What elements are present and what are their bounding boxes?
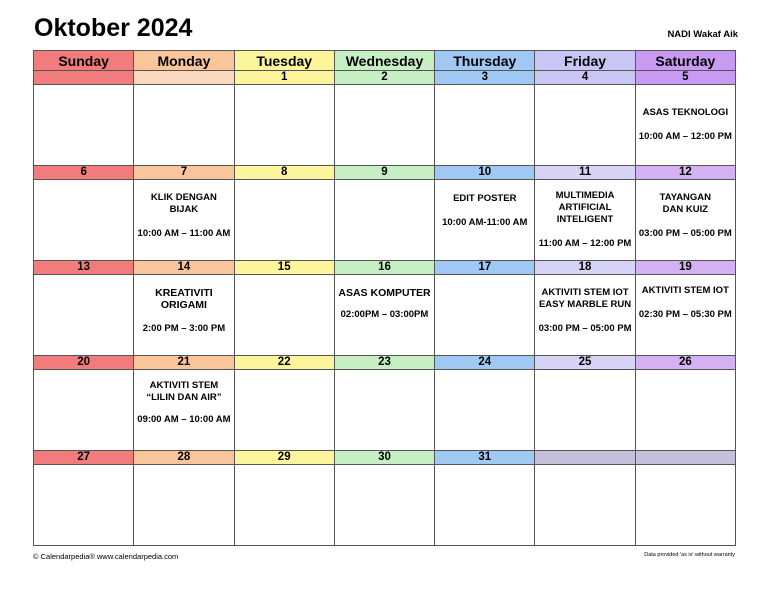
date-cell: 25 — [535, 356, 635, 370]
event-time: 2:00 PM – 3:00 PM — [142, 323, 226, 334]
day-cell[interactable] — [535, 465, 635, 546]
day-cell-oct12[interactable] — [635, 180, 735, 261]
footer-credit: © Calendarpedia® www.calendarpedia.com — [33, 552, 179, 561]
date-cell: 3 — [435, 71, 535, 85]
day-cell-oct21[interactable] — [134, 370, 234, 451]
weekday-monday: Monday — [134, 51, 234, 71]
week-4-events — [34, 370, 736, 451]
date-cell: 4 — [535, 71, 635, 85]
day-cell-oct14[interactable] — [134, 275, 234, 356]
date-cell: 31 — [435, 451, 535, 465]
week-5-events — [34, 465, 736, 546]
week-3-events — [34, 275, 736, 356]
date-cell: 1 — [234, 71, 334, 85]
day-cell-oct16[interactable] — [334, 275, 434, 356]
date-cell: 18 — [535, 261, 635, 275]
date-cell: 12 — [635, 166, 735, 180]
day-cell-oct19[interactable] — [635, 275, 735, 356]
day-cell[interactable] — [34, 180, 134, 261]
date-cell: 22 — [234, 356, 334, 370]
event-time: 10:00 AM – 12:00 PM — [638, 131, 732, 142]
day-cell[interactable] — [334, 85, 434, 166]
date-cell: 17 — [435, 261, 535, 275]
date-cell: 8 — [234, 166, 334, 180]
day-cell-oct5[interactable] — [635, 85, 735, 166]
date-cell: 21 — [134, 356, 234, 370]
date-cell: 19 — [635, 261, 735, 275]
date-cell: 27 — [34, 451, 134, 465]
event-time: 03:00 PM – 05:00 PM — [538, 323, 632, 334]
weekday-sunday: Sunday — [34, 51, 134, 71]
date-cell: 15 — [234, 261, 334, 275]
event-time: 10:00 AM – 11:00 AM — [137, 228, 231, 239]
day-cell[interactable] — [435, 85, 535, 166]
day-cell[interactable] — [334, 180, 434, 261]
date-cell: 28 — [134, 451, 234, 465]
day-cell[interactable] — [435, 370, 535, 451]
day-cell[interactable] — [334, 370, 434, 451]
week-1-events — [34, 85, 736, 166]
day-cell[interactable] — [234, 180, 334, 261]
event-title: AKTIVITI STEM “LILIN DAN AIR” — [146, 380, 222, 403]
day-cell[interactable] — [134, 465, 234, 546]
event-title: AKTIVITI STEM IOT EASY MARBLE RUN — [538, 287, 632, 310]
event-time: 03:00 PM – 05:00 PM — [638, 228, 732, 239]
week-5-dates — [34, 451, 736, 465]
weekday-friday: Friday — [535, 51, 635, 71]
event-title: ASAS TEKNOLOGI — [642, 107, 729, 118]
event-time: 10:00 AM-11:00 AM — [442, 217, 528, 228]
day-cell[interactable] — [234, 85, 334, 166]
day-cell[interactable] — [535, 85, 635, 166]
date-cell: 23 — [334, 356, 434, 370]
day-cell[interactable] — [435, 275, 535, 356]
day-cell[interactable] — [234, 370, 334, 451]
week-3-dates — [34, 261, 736, 275]
date-cell — [635, 451, 735, 465]
event-time: 02:30 PM – 05:30 PM — [638, 309, 732, 320]
day-cell-oct10[interactable] — [435, 180, 535, 261]
date-cell: 16 — [334, 261, 434, 275]
day-cell[interactable] — [334, 465, 434, 546]
weekday-saturday: Saturday — [635, 51, 735, 71]
date-cell: 14 — [134, 261, 234, 275]
date-cell — [134, 71, 234, 85]
date-cell: 20 — [34, 356, 134, 370]
weekday-thursday: Thursday — [435, 51, 535, 71]
date-cell: 2 — [334, 71, 434, 85]
event-title: EDIT POSTER — [453, 193, 517, 204]
date-cell — [535, 451, 635, 465]
week-1-dates — [34, 71, 736, 85]
day-cell[interactable] — [234, 275, 334, 356]
week-2-dates — [34, 166, 736, 180]
week-4-dates — [34, 356, 736, 370]
date-cell: 6 — [34, 166, 134, 180]
week-2-events — [34, 180, 736, 261]
day-cell-oct7[interactable] — [134, 180, 234, 261]
date-cell: 13 — [34, 261, 134, 275]
footer-disclaimer: Data provided 'as is' without warranty — [644, 552, 735, 558]
day-cell[interactable] — [234, 465, 334, 546]
day-cell[interactable] — [34, 275, 134, 356]
day-cell-oct11[interactable] — [535, 180, 635, 261]
event-title: AKTIVITI STEM IOT — [641, 285, 729, 296]
date-cell: 24 — [435, 356, 535, 370]
day-cell[interactable] — [435, 465, 535, 546]
weekday-tuesday: Tuesday — [234, 51, 334, 71]
day-cell[interactable] — [635, 370, 735, 451]
day-cell[interactable] — [34, 85, 134, 166]
event-title: KLIK DENGAN BIJAK — [150, 192, 217, 215]
date-cell: 30 — [334, 451, 434, 465]
weekday-wednesday: Wednesday — [334, 51, 434, 71]
event-time: 11:00 AM – 12:00 PM — [538, 238, 632, 249]
calendar-grid — [33, 50, 736, 546]
day-cell[interactable] — [535, 370, 635, 451]
date-cell: 7 — [134, 166, 234, 180]
event-title: ASAS KOMPUTER — [338, 287, 431, 299]
day-cell[interactable] — [34, 465, 134, 546]
date-cell — [34, 71, 134, 85]
calendar-title: Oktober 2024 — [34, 14, 193, 42]
organization-name: NADI Wakaf Aik — [667, 29, 738, 40]
date-cell: 10 — [435, 166, 535, 180]
event-title: KREATIVITI ORIGAMI — [155, 287, 213, 311]
event-title: TAYANGAN DAN KUIZ — [659, 192, 712, 215]
event-title: MULTIMEDIA ARTIFICIAL INTELIGENT — [555, 190, 615, 225]
day-cell-oct18[interactable] — [535, 275, 635, 356]
day-cell[interactable] — [34, 370, 134, 451]
date-cell: 26 — [635, 356, 735, 370]
date-cell: 29 — [234, 451, 334, 465]
date-cell: 9 — [334, 166, 434, 180]
day-cell[interactable] — [134, 85, 234, 166]
event-time: 02:00PM – 03:00PM — [340, 309, 429, 320]
day-cell[interactable] — [635, 465, 735, 546]
date-cell: 5 — [635, 71, 735, 85]
event-time: 09:00 AM – 10:00 AM — [137, 414, 231, 425]
date-cell: 11 — [535, 166, 635, 180]
weekday-header-row — [34, 51, 736, 71]
